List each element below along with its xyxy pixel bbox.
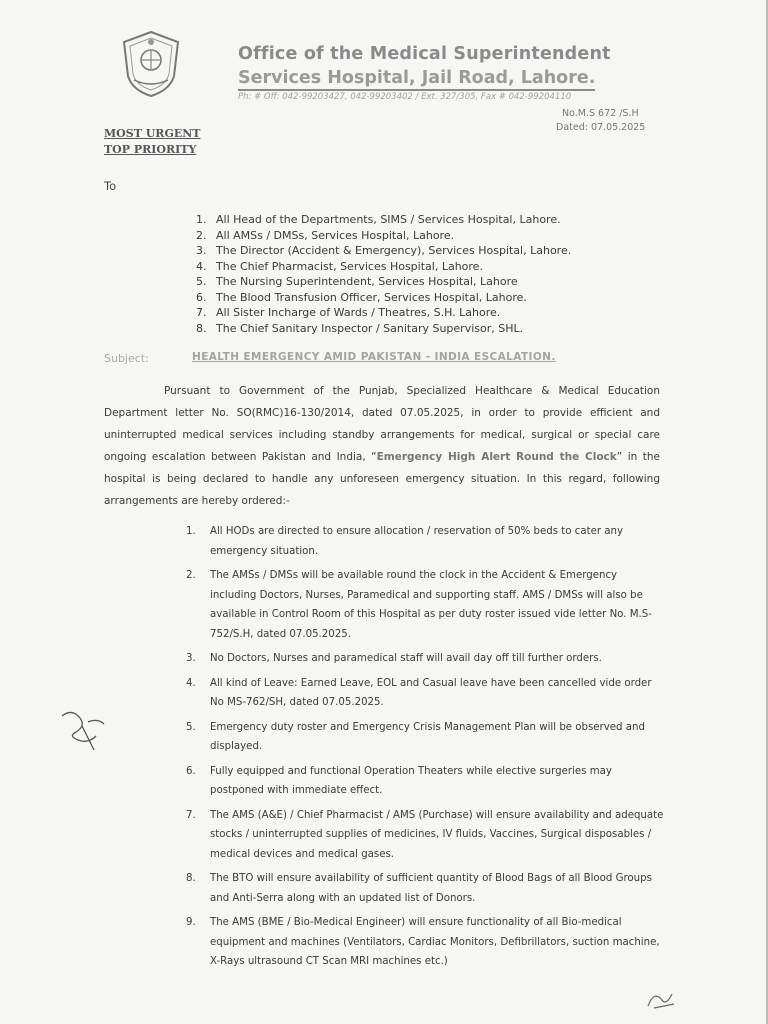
recipient-number: 7. — [196, 306, 207, 319]
order-item — [186, 649, 664, 669]
recipient-number: 8. — [196, 321, 207, 335]
order-number: 9. — [186, 917, 196, 928]
recipient-text: All Head of the Departments, SIMS / Services Hospital, Lahore. — [216, 213, 561, 226]
recipient-list — [196, 212, 571, 336]
handwritten-signature-right — [644, 986, 678, 1012]
recipient-text: The Chief Pharmacist, Services Hospital, Lahore. — [216, 259, 483, 273]
order-number: 1. — [186, 526, 196, 537]
recipient-number: 1. — [196, 213, 207, 226]
recipient-number: 4. — [196, 259, 207, 273]
order-text: All kind of Leave: Earned Leave, EOL and Casual leave have been cancelled vide order No MS-762/SH, dated 07.05.2025. — [210, 677, 652, 708]
order-text: Emergency duty roster and Emergency Crisis Management Plan will be observed and displayed. — [210, 721, 645, 752]
recipient-text: All AMSs / DMSs, Services Hospital, Lahore. — [216, 228, 455, 242]
urgency-line-2: TOP PRIORITY — [104, 143, 197, 156]
recipient-number: 2. — [196, 228, 207, 242]
urgency-stamp — [104, 126, 200, 158]
order-text: The AMS (BME / Bio-Medical Engineer) will ensure functionality of all Bio-medical equipment and machines (Ventilators, Cardiac Monitors, Defibrillators, suction machine, X-Rays ultrasound CT Scan MRI machines etc.) — [210, 917, 660, 967]
order-number: 4. — [186, 677, 196, 689]
order-item — [186, 913, 664, 972]
recipient-number: 6. — [196, 290, 207, 304]
order-text: No Doctors, Nurses and paramedical staff will avail day off till further orders. — [210, 653, 602, 664]
recipient-item — [196, 243, 571, 259]
recipient-item — [196, 259, 571, 275]
order-text: Fully equipped and functional Operation Theaters while elective surgeries may postponed with immediate effect. — [210, 765, 612, 796]
order-text: All HODs are directed to ensure allocation / reservation of 50% beds to cater any emergency situation. — [210, 526, 624, 557]
office-address: Services Hospital, Jail Road, Lahore. — [238, 68, 595, 91]
recipient-text: All Sister Incharge of Wards / Theatres, S.H. Lahore. — [216, 306, 501, 319]
body-paragraph — [104, 380, 660, 512]
recipient-text: The Nursing Superintendent, Services Hospital, Lahore — [216, 275, 518, 288]
order-item — [186, 806, 664, 865]
reference-date: Dated: 07.05.2025 — [556, 122, 646, 133]
paragraph-highlight: Emergency High Alert Round the Clock — [376, 451, 617, 463]
recipient-text: The Director (Accident & Emergency), Services Hospital, Lahore. — [216, 244, 572, 257]
subject-text: HEALTH EMERGENCY AMID PAKISTAN - INDIA ESCALATION. — [192, 351, 556, 363]
recipient-item — [196, 228, 571, 244]
subject-label: Subject: — [104, 352, 149, 365]
urgency-line-1: MOST URGENT — [104, 127, 201, 140]
handwritten-signature-left — [58, 706, 110, 754]
to-label: To — [104, 179, 117, 193]
order-number: 8. — [186, 873, 196, 884]
recipient-number: 3. — [196, 244, 207, 257]
order-item — [186, 762, 664, 801]
order-text: The AMS (A&E) / Chief Pharmacist / AMS (Purchase) will ensure availability and adequate stocks / uninterrupted supplies of medicines, IV fluids, Vaccines, Surgical disposables / medical devices and medical gases. — [210, 809, 664, 860]
order-number: 2. — [186, 570, 196, 581]
order-item — [186, 566, 664, 644]
reference-number: No.M.S 672 /S.H — [562, 108, 639, 119]
orders-list — [186, 522, 664, 977]
order-text: The AMSs / DMSs will be available round the clock in the Accident & Emergency including Doctors, Nurses, Paramedical and supporting staff. AMS / DMSs will also be available in Control Room of this Hospital as per duty roster issued vide letter No. M.S-752/S.H, dated 07.05.2025. — [210, 570, 652, 640]
recipient-item — [196, 321, 571, 337]
recipient-text: The Blood Transfusion Officer, Services Hospital, Lahore. — [216, 290, 527, 304]
recipient-text: The Chief Sanitary Inspector / Sanitary Supervisor, SHL. — [216, 321, 524, 335]
paragraph-text-end: ” in the hospital is being declared to handle any unforeseen emergency situation. In this regard, following arrangements are hereby ordered:- — [104, 451, 660, 507]
recipient-item — [196, 212, 571, 228]
order-number: 7. — [186, 809, 196, 821]
order-item — [186, 718, 664, 757]
recipient-item — [196, 305, 571, 321]
order-item — [186, 674, 664, 713]
order-item — [186, 522, 664, 561]
order-number: 6. — [186, 765, 196, 777]
recipient-number: 5. — [196, 275, 207, 288]
office-title: Office of the Medical Superintendent — [238, 44, 611, 64]
paragraph-text-start: Pursuant to Government of the Punjab, Specialized Healthcare & Medical Education Department letter No. SO(RMC)16-130/2014, dated 07.05.2025, in order to provide efficient and uninterrupted medical services including standby arrangements for medical, surgical or special care ongoing escalation between Pakistan and India, “ — [104, 385, 660, 463]
order-text: The BTO will ensure availability of sufficient quantity of Blood Bags of all Blood Groups and Anti-Serra along with an updated list of Donors. — [210, 873, 652, 904]
recipient-item — [196, 274, 571, 290]
order-number: 3. — [186, 653, 196, 664]
hospital-emblem-logo — [120, 30, 182, 98]
order-number: 5. — [186, 721, 196, 733]
recipient-item — [196, 290, 571, 306]
order-item — [186, 869, 664, 908]
office-contact-line: Ph: # Off: 042-99203427, 042-99203402 / Ext. 327/305, Fax # 042-99204110 — [238, 92, 572, 102]
